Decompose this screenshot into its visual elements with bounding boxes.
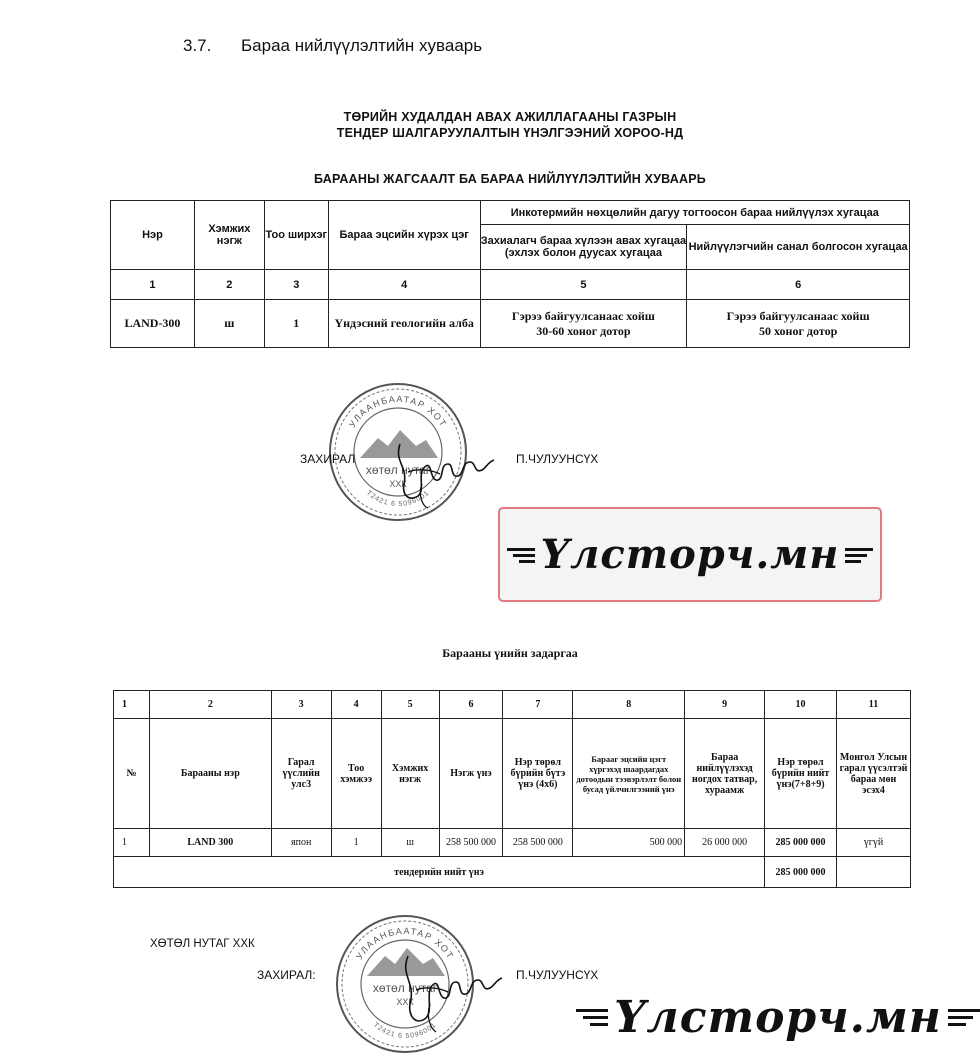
cost-col-number: 9 [685,691,765,719]
cost-col-number: 10 [765,691,837,719]
company-name: ХӨТӨЛ НУТАГ ХХК [150,938,255,950]
cell-supplier-period [687,300,910,348]
col-number: 3 [264,270,328,300]
cell-destination: Үндэсний геологийн алба [328,300,480,348]
cell-supplier-period-line1: Гэрээ байгуулсанаас хойш [726,308,870,323]
stamp2-sub-text: ХХК [396,997,414,1007]
stamp-top-text: УЛААНБААТАР ХОТ [347,393,449,430]
schedule-table [110,200,910,348]
cell-name: LAND-300 [111,300,195,348]
table-row [111,300,910,348]
heading-line-1: ТӨРИЙН ХУДАЛДАН АВАХ АЖИЛЛАГААНЫ ГАЗРЫН [343,110,677,124]
cost-header-subtotal: Нэр төрөл бүрийн бүтэ үнэ (4х6) [503,719,573,829]
header-buyer-period-line1: Захиалагч бараа хүлээн авах хугацаа [480,235,687,247]
header-unit: Хэмжих нэгж [194,201,264,270]
col-number: 6 [687,270,910,300]
total-value: 285 000 000 [765,857,837,888]
header-qty: Тоо ширхэг [264,201,328,270]
table-row [114,829,911,857]
cost-cell-mongol-origin: үгүй [837,829,911,857]
section-title [183,36,482,56]
cost-column-number-row [114,691,911,719]
cost-col-number: 5 [381,691,439,719]
cost-title: Барааны үнийн задаргаа [442,646,578,660]
cost-table [113,690,911,888]
bottom-right-wing-icon [948,1006,980,1028]
col-number: 2 [194,270,264,300]
left-wing-icon [507,545,535,565]
cost-cell-unit: ш [381,829,439,857]
col-number: 1 [111,270,195,300]
stamp-reg-text: Т2421 6 5096001 [364,489,432,509]
signer-role-2: ЗАХИРАЛ: [257,968,316,982]
cost-cell-total: 285 000 000 [765,829,837,857]
cost-header-qty: Тоо хэмжээ [331,719,381,829]
cell-buyer-period [480,300,687,348]
cost-header-total: Нэр төрөл бүрийн нийт үнэ(7+8+9) [765,719,837,829]
stamp-center-text: хөтөл нутаг [365,463,431,477]
section-title-text: Бараа нийлүүлэлтийн хуваарь [241,36,483,55]
col-number: 5 [480,270,687,300]
stamp-sub-text: ХХК [389,479,407,489]
cost-header-origin: Гарал үүслийн улс3 [271,719,331,829]
cell-buyer-period-line1: Гэрээ байгуулсанаас хойш [511,308,655,323]
cost-header-mongol-origin: Монгол Улсын гарал үүсэлтэй бараа мөн эсэх4 [837,719,911,829]
cost-header-unit-price: Нэгж үнэ [439,719,503,829]
cell-unit: ш [194,300,264,348]
watermark-text: Үлсторч.мн [540,531,840,578]
watermark-banner [498,507,882,602]
cost-cell-transport: 500 000 [573,829,685,857]
signature-2 [384,946,504,1036]
header-destination: Бараа эцсийн хүрэх цэг [328,201,480,270]
heading-line-3: БАРААНЫ ЖАГСААЛТ БА БАРАА НИЙЛҮҮЛЭЛТИЙН ХУВААРЬ [314,172,706,186]
cost-col-number: 8 [573,691,685,719]
stamp2-top-text: УЛААНБААТАР ХОТ [354,925,456,962]
cost-col-number: 11 [837,691,911,719]
cost-cell-origin: япон [271,829,331,857]
cost-header-no: № [114,719,150,829]
cost-header-row [114,719,911,829]
header-buyer-period-line2: (эхлэх болон дуусах хугацаа [504,247,662,259]
svg-text:УЛААНБААТАР ХОТ [347,394,449,429]
stamp2-reg-text: Т2421 6 5096001 [371,1021,439,1041]
cost-col-number: 2 [149,691,271,719]
total-empty-cell [837,857,911,888]
signer-role-1: ЗАХИРАЛ [300,452,356,466]
stamp2-center-text: хөтөл нутаг [372,981,438,995]
cost-col-number: 3 [271,691,331,719]
cost-col-number: 4 [331,691,381,719]
cost-cell-unit-price: 258 500 000 [439,829,503,857]
total-row [114,857,911,888]
cost-col-number: 7 [503,691,573,719]
cost-cell-item-name: LAND 300 [149,829,271,857]
total-label: тендерийн нийт үнэ [114,857,765,888]
cost-cell-no: 1 [114,829,150,857]
cost-header-unit: Хэмжих нэгж [381,719,439,829]
header-buyer-period [480,225,687,270]
col-number: 4 [328,270,480,300]
cost-header-transport: Барааг эцсийн цэгт хүргэхэд шаардагдах дотоодын тээвэрлэлт болон бусад үйлчилгээний үнэ [573,719,685,829]
signature-1 [378,432,498,512]
header-name: Нэр [111,201,195,270]
cost-cell-subtotal: 258 500 000 [503,829,573,857]
cost-cell-qty: 1 [331,829,381,857]
section-number: 3.7. [183,36,212,55]
cell-qty: 1 [264,300,328,348]
header-supplier-period: Нийлүүлэгчийн санал болгосон хугацаа [687,225,910,270]
header-incoterms: Инкотермийн нөхцөлийн дагуу тогтоосон бараа нийлүүлэх хугацаа [480,201,909,225]
bottom-left-wing-icon [576,1006,608,1028]
signer-name-2: П.ЧУЛУУНСҮХ [516,968,599,982]
bottom-watermark [582,982,974,1052]
right-wing-icon [845,545,873,565]
cost-col-number: 1 [114,691,150,719]
cost-col-number: 6 [439,691,503,719]
cost-cell-tax: 26 000 000 [685,829,765,857]
cell-buyer-period-line2: 30-60 хоног дотор [536,323,631,338]
cost-header-tax: Бараа нийлүүлэхэд ногдох татвар, хураамж [685,719,765,829]
column-number-row [111,270,910,300]
signer-name-1: П.ЧУЛУУНСҮХ [516,452,599,466]
heading-line-2: ТЕНДЕР ШАЛГАРУУЛАЛТЫН ҮНЭЛГЭЭНИЙ ХОРОО-НД [336,126,684,140]
cost-header-item-name: Барааны нэр [149,719,271,829]
cell-supplier-period-line2: 50 хоног дотор [759,323,838,338]
bottom-watermark-text: Үлсторч.мн [614,991,942,1043]
